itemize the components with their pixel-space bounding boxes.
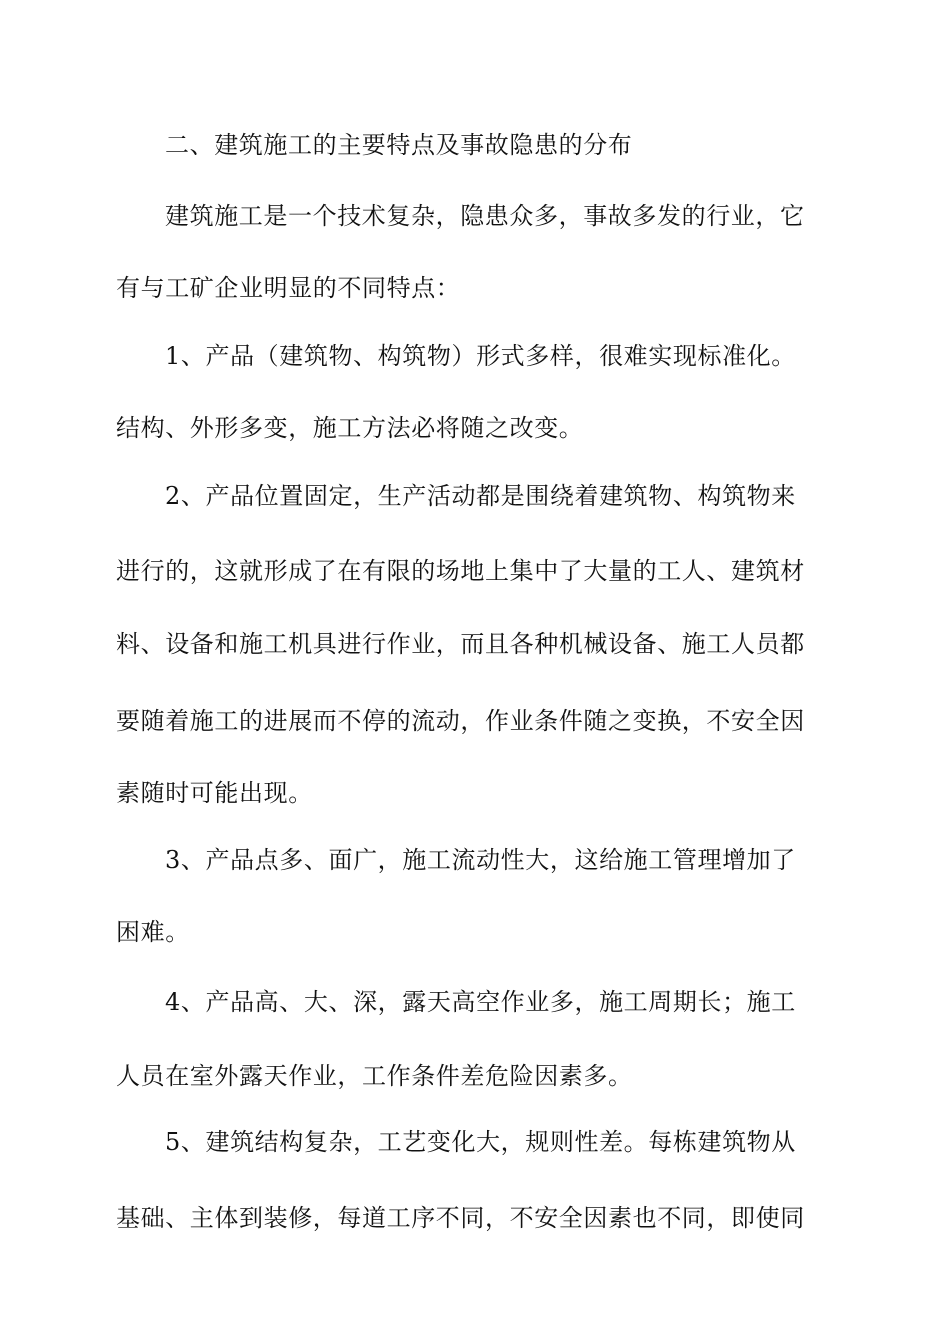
paragraph-line: 1、产品（建筑物、构筑物）形式多样，很难实现标准化。: [165, 342, 796, 370]
paragraph-line: 人员在室外露天作业，工作条件差危险因素多。: [116, 1062, 633, 1090]
paragraph-line: 基础、主体到装修，每道工序不同，不安全因素也不同，即使同: [116, 1204, 805, 1232]
paragraph-line: 5、建筑结构复杂，工艺变化大，规则性差。每栋建筑物从: [165, 1128, 796, 1156]
paragraph-line: 有与工矿企业明显的不同特点：: [116, 274, 461, 302]
paragraph-line: 进行的，这就形成了在有限的场地上集中了大量的工人、建筑材: [116, 557, 805, 585]
paragraph-line: 4、产品高、大、深，露天高空作业多，施工周期长；施工: [165, 988, 796, 1016]
paragraph-line: 困难。: [116, 918, 190, 946]
paragraph-line: 要随着施工的进展而不停的流动，作业条件随之变换，不安全因: [116, 707, 805, 735]
paragraph-line: 2、产品位置固定，生产活动都是围绕着建筑物、构筑物来: [165, 482, 796, 510]
section-heading: 二、建筑施工的主要特点及事故隐患的分布: [165, 131, 633, 159]
paragraph-line: 素随时可能出现。: [116, 779, 313, 807]
paragraph-line: 建筑施工是一个技术复杂，隐患众多，事故多发的行业，它: [165, 202, 805, 230]
paragraph-line: 3、产品点多、面广，施工流动性大，这给施工管理增加了: [165, 846, 796, 874]
paragraph-line: 结构、外形多变，施工方法必将随之改变。: [116, 414, 584, 442]
paragraph-line: 料、设备和施工机具进行作业，而且各种机械设备、施工人员都: [116, 630, 805, 658]
